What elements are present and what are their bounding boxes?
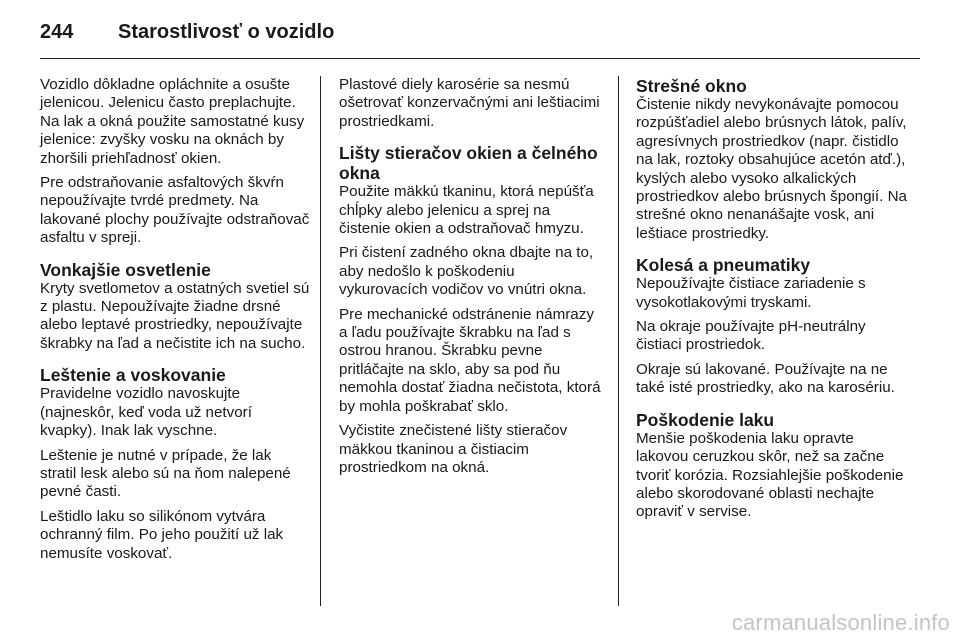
- paragraph: Kryty svetlometov a ostatných svetiel sú z plastu. Nepoužívajte žiadne drsné alebo leptavé prostriedky, nepoužívajte škrabky na ľad a nečistite ich na sucho.: [40, 279, 310, 352]
- paragraph: Okraje sú lakované. Používajte na ne také isté prostriedky, ako na karosériu.: [636, 360, 895, 397]
- column-3: [636, 76, 908, 528]
- paragraph: Použite mäkkú tkaninu, ktorá nepúšťa chĺpky alebo jelenicu a sprej na čistenie okien a odstraňovač hmyzu.: [339, 183, 594, 238]
- paragraph: Vozidlo dôkladne opláchnite a osušte jelenicou. Jelenicu často preplachujte. Na lak a okná použite samostatné kusy jelenice: zvyšky vosku na oknách by zhoršili priehľadnosť okien.: [40, 76, 305, 167]
- paragraph: Na okraje používajte pH-neutrálny čistiaci prostriedok.: [636, 318, 866, 354]
- paragraph: Pravidelne vozidlo navoskujte (najneskôr, keď voda už netvorí kvapky). Inak lak vyschne.: [40, 385, 252, 440]
- page-header: [40, 12, 334, 52]
- running-title: Starostlivosť o vozidlo: [118, 20, 335, 43]
- paragraph: Nepoužívajte čistiace zariadenie s vysokotlakovými tryskami.: [636, 275, 866, 311]
- paragraph: Vyčistite znečistené lišty stieračov mäkkou tkaninou a čistiacim prostriedkom na okná.: [339, 422, 568, 476]
- section-heading: Poškodenie laku: [636, 409, 775, 430]
- paragraph: Leštenie je nutné v prípade, že lak stratil lesk alebo sú na ňom nalepené pevné časti.: [40, 446, 291, 501]
- paragraph: Pri čistení zadného okna dbajte na to, aby nedošlo k poškodeniu vykurovacích vodičov vo vnútri okna.: [339, 244, 594, 299]
- section-heading: Lišty stieračov okien a čelného okna: [339, 143, 598, 184]
- section-heading: Strešné okno: [636, 76, 747, 96]
- paragraph: Čistenie nikdy nevykonávajte pomocou rozpúšťadiel alebo brúsnych látok, palív, agresívnych prostriedkov (napr. čistidlo na lak, roztoky obsahujúce acetón atď.), kyslých alebo vysoko alkalických prostriedkov alebo brúsnych špongií. Na strešné okno nenanášajte vosk, ani leštiace prostriedky.: [636, 96, 907, 242]
- paragraph: Plastové diely karosérie sa nesmú ošetrovať konzervačnými ani leštiacimi prostriedkami.: [339, 76, 600, 130]
- section-heading: Vonkajšie osvetlenie: [40, 259, 211, 280]
- section-heading: Leštenie a voskovanie: [40, 365, 226, 386]
- page-number: 244: [40, 20, 74, 43]
- paragraph: Leštidlo laku so silikónom vytvára ochranný film. Po jeho použití už lak nemusíte voskovať.: [40, 507, 284, 562]
- column-divider: [320, 76, 321, 606]
- column-2: [339, 76, 605, 483]
- column-1: [40, 76, 310, 569]
- paragraph: Pre mechanické odstránenie námrazy a ľadu používajte škrabku na ľad s ostrou hranou. Škrabku pevne pritláčajte na sklo, aby sa pod ňu nemohla dostať žiadna nečistota, ktorá by mohla poškrabať sklo.: [339, 305, 601, 415]
- header-rule: [40, 58, 920, 59]
- paragraph: Menšie poškodenia laku opravte lakovou ceruzkou skôr, než sa začne tvoriť korózia. Rozsiahlejšie poškodenie alebo skorodované oblasti nechajte opraviť v servise.: [636, 429, 904, 521]
- paragraph: Pre odstraňovanie asfaltových škvŕn nepoužívajte tvrdé predmety. Na lakované plochy používajte odstraňovač asfaltu v spreji.: [40, 174, 310, 247]
- watermark: carmanualsonline.info: [731, 610, 950, 635]
- column-divider: [618, 76, 619, 606]
- section-heading: Kolesá a pneumatiky: [636, 255, 811, 276]
